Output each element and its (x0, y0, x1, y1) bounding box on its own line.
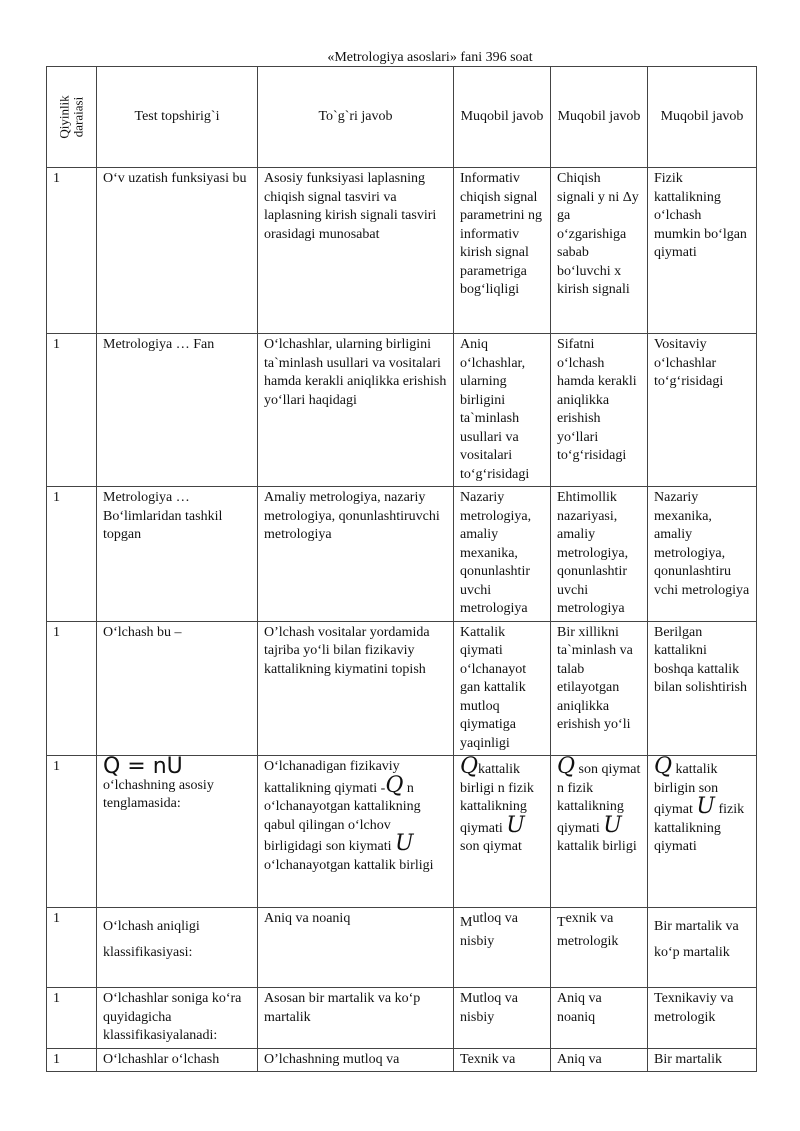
cell-alt2 (551, 756, 648, 908)
cell-task: Metrologiya … Bo‘limlaridan tashkil topgan (97, 487, 258, 622)
cell-level: 1 (47, 988, 97, 1049)
cell-task: O‘lchashlar soniga ko‘ra quyidagicha klassifikasiyalanadi: (97, 988, 258, 1049)
cell-task: O‘v uzatish funksiyasi bu (97, 168, 258, 334)
cell-alt2: Ehtimollik nazariyasi, amaliy metrologiya, qonunlashtir uvchi metrologiya (551, 487, 648, 622)
table-row (47, 334, 757, 487)
cell-alt1: Aniq o‘lchashlar, ularning birligini ta`minlash usullari va vositalari to‘g‘risidagi (454, 334, 551, 487)
alt2-text-a: son qiymat n fizik kattalikning qiymati (557, 762, 641, 836)
table-row (47, 487, 757, 622)
alt1-sup-text: utloq va (472, 911, 518, 926)
table-row (47, 621, 757, 756)
table-row (47, 168, 757, 334)
cell-correct: O’lchash vositalar yordamida tajriba yo‘li bilan fizikaviy kattalikning kiymatini topish (258, 621, 454, 756)
alt2-first-letter: T (557, 915, 566, 930)
alt2-text-b: kattalik birligi (557, 839, 637, 854)
cell-alt2: Aniq va (551, 1048, 648, 1072)
page-title: «Metrologiya asoslari» fani 396 soat (327, 50, 533, 65)
alt1-first-letter: M (460, 915, 473, 930)
cell-correct: O‘lchashlar, ularning birligini ta`minlash usullari va vositalari hamda kerakli aniqlikka erishish yo‘llari haqidagi (258, 334, 454, 487)
cell-correct (258, 756, 454, 908)
cell-task: O‘lchash bu – (97, 621, 258, 756)
cell-level: 1 (47, 1048, 97, 1072)
table-row (47, 908, 757, 988)
cell-correct: Aniq va noaniq (258, 908, 454, 988)
cell-alt1: Kattalik qiymati o‘lchanayot gan kattalik mutloq qiymatiga yaqinligi (454, 621, 551, 756)
alt2-rest: metrologik (557, 933, 619, 949)
cell-level: 1 (47, 621, 97, 756)
cell-level: 1 (47, 756, 97, 908)
cell-alt1: Texnik va (454, 1048, 551, 1072)
cell-alt1 (454, 908, 551, 988)
header-alt3: Muqobil javob (648, 67, 757, 168)
cell-alt3: Vositaviy o‘lchashlar to‘g‘risidagi (648, 334, 757, 487)
alt1-rest: nisbiy (460, 933, 495, 949)
symbol-q: Q (557, 754, 576, 779)
task-text: o‘lchashning asosiy tenglamasida: (103, 777, 214, 811)
cell-correct: Amaliy metrologiya, nazariy metrologiya, qonunlashtiruvchi metrologiya (258, 487, 454, 622)
header-correct: To`g`ri javob (258, 67, 454, 168)
header-level: Qiyinlik daraiasi (47, 67, 97, 168)
cell-alt3: Fizik kattalikning o‘lchash mumkin bo‘lgan qiymati (648, 168, 757, 334)
cell-alt1: Mutloq va nisbiy (454, 988, 551, 1049)
cell-alt2: Aniq va noaniq (551, 988, 648, 1049)
header-alt1: Muqobil javob (454, 67, 551, 168)
cell-correct: O’lchashning mutloq va (258, 1048, 454, 1072)
alt2-sup-text: exnik va (565, 911, 614, 926)
cell-alt2 (551, 908, 648, 988)
cell-alt2: Chiqish signali y ni Δy ga o‘zgarishiga sabab bo‘luvchi x kirish signali (551, 168, 648, 334)
alt1-text-b: son qiymat (460, 839, 522, 854)
correct-text-b: n o‘lchanayotgan kattalikning qabul qilingan o‘lchov birligidagi son kiymati (264, 780, 421, 854)
cell-alt3: Texnikaviy va metrologik (648, 988, 757, 1049)
cell-alt3: Berilgan kattalikni boshqa kattalik bilan solishtirish (648, 621, 757, 756)
cell-alt3 (648, 756, 757, 908)
symbol-q: Q (460, 754, 479, 779)
cell-task (97, 756, 258, 908)
symbol-u: U (696, 794, 715, 819)
symbol-q: Q (654, 754, 673, 779)
header-row (47, 67, 757, 168)
cell-alt2: Sifatni o‘lchash hamda kerakli aniqlikka erishish yo‘llari to‘g‘risidagi (551, 334, 648, 487)
symbol-u: U (395, 831, 414, 856)
cell-task: O‘lchashlar o‘lchash (97, 1048, 258, 1072)
cell-alt1: Informativ chiqish signal parametrini ng informativ kirish signal parametriga bog‘liqligi (454, 168, 551, 334)
cell-task: O‘lchash aniqligi klassifikasiyasi: (97, 908, 258, 988)
cell-alt3: Bir martalik va ko‘p martalik (648, 908, 757, 988)
test-table (46, 66, 757, 1072)
cell-level: 1 (47, 168, 97, 334)
correct-text-c: o‘lchanayotgan kattalik birligi (264, 857, 434, 873)
table-row (47, 756, 757, 908)
correct-text-a: O‘lchanadigan fizikaviy kattalikning qiymati - (264, 759, 400, 796)
table-row (47, 1048, 757, 1072)
cell-alt1 (454, 756, 551, 908)
symbol-u: U (506, 812, 525, 838)
cell-level: 1 (47, 334, 97, 487)
cell-correct: Asosiy funksiyasi laplasning chiqish signal tasviri va laplasning kirish signali tasviri orasidagi munosabat (258, 168, 454, 334)
cell-alt1: Nazariy metrologiya, amaliy mexanika, qonunlashtir uvchi metrologiya (454, 487, 551, 622)
symbol-u: U (603, 812, 622, 838)
alt3-text-b: fizik kattalikning qiymati (654, 802, 745, 854)
header-alt2: Muqobil javob (551, 67, 648, 168)
cell-task: Metrologiya … Fan (97, 334, 258, 487)
alt3-text-a: kattalik birligin son qiymat (654, 762, 719, 817)
cell-alt3: Bir martalik (648, 1048, 757, 1072)
cell-correct: Asosan bir martalik va ko‘p martalik (258, 988, 454, 1049)
symbol-q: Q (385, 772, 404, 798)
cell-alt2: Bir xillikni ta`minlash va talab etilayotgan aniqlikka erishish yo‘li (551, 621, 648, 756)
table-row (47, 988, 757, 1049)
cell-alt3: Nazariy mexanika, amaliy metrologiya, qonunlashtiru vchi metrologiya (648, 487, 757, 622)
cell-level: 1 (47, 908, 97, 988)
cell-level: 1 (47, 487, 97, 622)
header-task: Test topshirig`i (97, 67, 258, 168)
alt1-text-a: kattalik birligi n fizik kattalikning qiymati (460, 762, 534, 836)
formula: Q = nU (103, 754, 183, 779)
